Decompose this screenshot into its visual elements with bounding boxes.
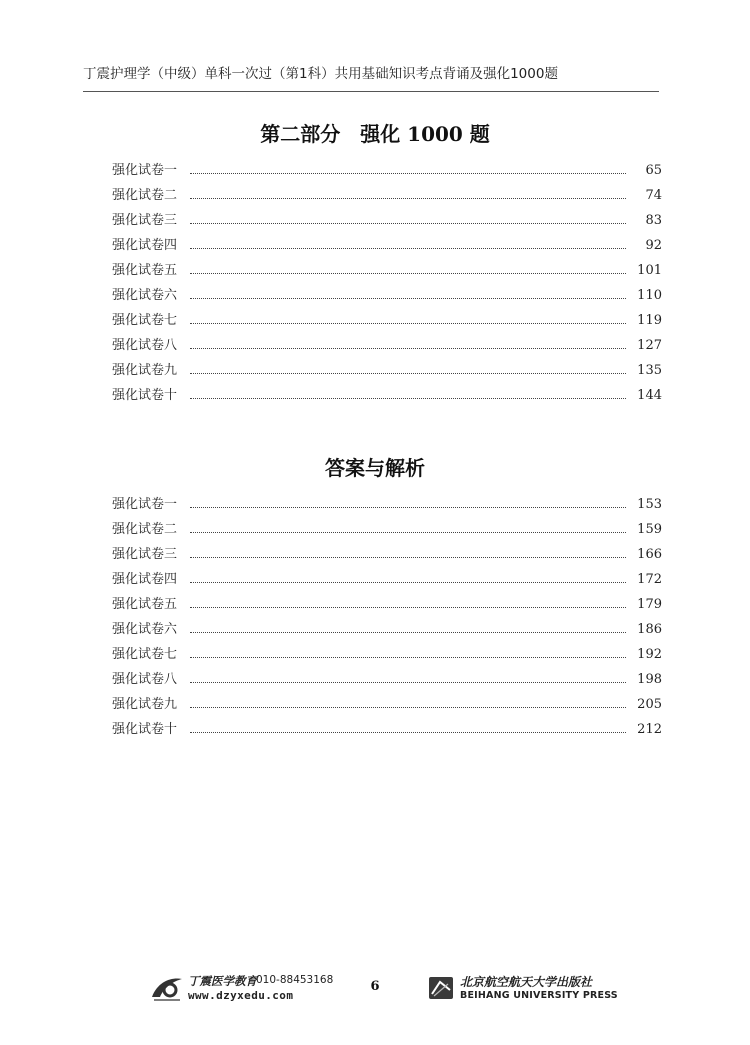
running-header: 丁震护理学（中级）单科一次过（第1科）共用基础知识考点背诵及强化1000题 bbox=[83, 66, 558, 82]
toc-entry-page: 144 bbox=[637, 388, 662, 403]
toc-entry bbox=[112, 158, 662, 183]
toc-entry bbox=[112, 258, 662, 283]
toc-entry bbox=[112, 208, 662, 233]
toc-entry bbox=[112, 567, 662, 592]
toc-entry-label: 强化试卷六 bbox=[112, 288, 178, 303]
toc-entry bbox=[112, 383, 662, 408]
toc-entry-label: 强化试卷八 bbox=[112, 338, 178, 353]
toc-entry bbox=[112, 692, 662, 717]
toc-entry-page: 119 bbox=[637, 313, 662, 328]
toc-entry bbox=[112, 517, 662, 542]
toc-dot-leader bbox=[190, 373, 626, 374]
brand-url: www.dzyxedu.com bbox=[188, 989, 294, 1002]
toc-entry-label: 强化试卷七 bbox=[112, 313, 178, 328]
toc-entry-page: 101 bbox=[637, 263, 662, 278]
toc-dot-leader bbox=[190, 732, 626, 733]
toc-entry-label: 强化试卷四 bbox=[112, 238, 178, 253]
toc-entry-page: 172 bbox=[637, 572, 662, 587]
toc-list-part2 bbox=[112, 158, 662, 408]
toc-dot-leader bbox=[190, 682, 626, 683]
toc-entry bbox=[112, 183, 662, 208]
toc-entry-label: 强化试卷五 bbox=[112, 597, 178, 612]
toc-dot-leader bbox=[190, 323, 626, 324]
press-logo-icon bbox=[428, 976, 454, 1000]
toc-dot-leader bbox=[190, 398, 626, 399]
toc-entry-page: 135 bbox=[637, 363, 662, 378]
toc-list-answers bbox=[112, 492, 662, 742]
toc-entry bbox=[112, 717, 662, 742]
toc-dot-leader bbox=[190, 632, 626, 633]
toc-entry-label: 强化试卷七 bbox=[112, 647, 178, 662]
answers-title: 答案与解析 bbox=[325, 456, 425, 480]
toc-dot-leader bbox=[190, 607, 626, 608]
toc-dot-leader bbox=[190, 198, 626, 199]
toc-entry bbox=[112, 233, 662, 258]
toc-entry bbox=[112, 358, 662, 383]
toc-entry-page: 192 bbox=[637, 647, 662, 662]
toc-entry-page: 198 bbox=[637, 672, 662, 687]
toc-entry-label: 强化试卷五 bbox=[112, 263, 178, 278]
toc-entry-page: 153 bbox=[637, 497, 662, 512]
toc-entry-page: 92 bbox=[645, 238, 662, 253]
header-rule bbox=[83, 91, 659, 92]
toc-entry-page: 166 bbox=[637, 547, 662, 562]
toc-dot-leader bbox=[190, 173, 626, 174]
toc-entry-page: 83 bbox=[645, 213, 662, 228]
toc-dot-leader bbox=[190, 507, 626, 508]
press-brand bbox=[428, 973, 628, 1005]
brand-phone: 010-88453168 bbox=[256, 974, 334, 986]
toc-entry-page: 110 bbox=[637, 288, 662, 303]
toc-entry bbox=[112, 542, 662, 567]
toc-entry-label: 强化试卷九 bbox=[112, 697, 178, 712]
toc-entry-page: 65 bbox=[645, 163, 662, 178]
toc-entry bbox=[112, 492, 662, 517]
toc-entry-page: 127 bbox=[637, 338, 662, 353]
toc-entry-label: 强化试卷三 bbox=[112, 547, 178, 562]
toc-entry-label: 强化试卷一 bbox=[112, 497, 178, 512]
toc-entry-label: 强化试卷一 bbox=[112, 163, 178, 178]
toc-dot-leader bbox=[190, 657, 626, 658]
toc-entry-label: 强化试卷八 bbox=[112, 672, 178, 687]
toc-entry bbox=[112, 308, 662, 333]
toc-entry bbox=[112, 667, 662, 692]
toc-entry bbox=[112, 283, 662, 308]
toc-dot-leader bbox=[190, 532, 626, 533]
press-name-cn: 北京航空航天大学出版社 bbox=[460, 975, 593, 989]
toc-entry-label: 强化试卷十 bbox=[112, 722, 178, 737]
toc-dot-leader bbox=[190, 273, 626, 274]
toc-entry bbox=[112, 592, 662, 617]
toc-dot-leader bbox=[190, 223, 626, 224]
toc-dot-leader bbox=[190, 348, 626, 349]
part2-title: 第二部分 强化 1000 题 bbox=[260, 122, 490, 146]
toc-entry-page: 74 bbox=[645, 188, 662, 203]
toc-entry bbox=[112, 642, 662, 667]
toc-entry-label: 强化试卷三 bbox=[112, 213, 178, 228]
toc-dot-leader bbox=[190, 298, 626, 299]
toc-entry bbox=[112, 333, 662, 358]
toc-dot-leader bbox=[190, 557, 626, 558]
toc-dot-leader bbox=[190, 707, 626, 708]
brand-name: 丁震医学教育 bbox=[188, 974, 257, 988]
page-number: 6 bbox=[370, 979, 380, 994]
toc-entry-page: 205 bbox=[637, 697, 662, 712]
toc-dot-leader bbox=[190, 582, 626, 583]
toc-entry-page: 186 bbox=[637, 622, 662, 637]
toc-entry bbox=[112, 617, 662, 642]
toc-entry-page: 212 bbox=[637, 722, 662, 737]
toc-entry-label: 强化试卷十 bbox=[112, 388, 178, 403]
toc-entry-label: 强化试卷九 bbox=[112, 363, 178, 378]
toc-entry-page: 159 bbox=[637, 522, 662, 537]
toc-entry-label: 强化试卷二 bbox=[112, 188, 178, 203]
press-name-en: BEIHANG UNIVERSITY PRESS bbox=[460, 990, 618, 1001]
toc-entry-page: 179 bbox=[637, 597, 662, 612]
toc-dot-leader bbox=[190, 248, 626, 249]
toc-entry-label: 强化试卷六 bbox=[112, 622, 178, 637]
toc-entry-label: 强化试卷二 bbox=[112, 522, 178, 537]
toc-entry-label: 强化试卷四 bbox=[112, 572, 178, 587]
